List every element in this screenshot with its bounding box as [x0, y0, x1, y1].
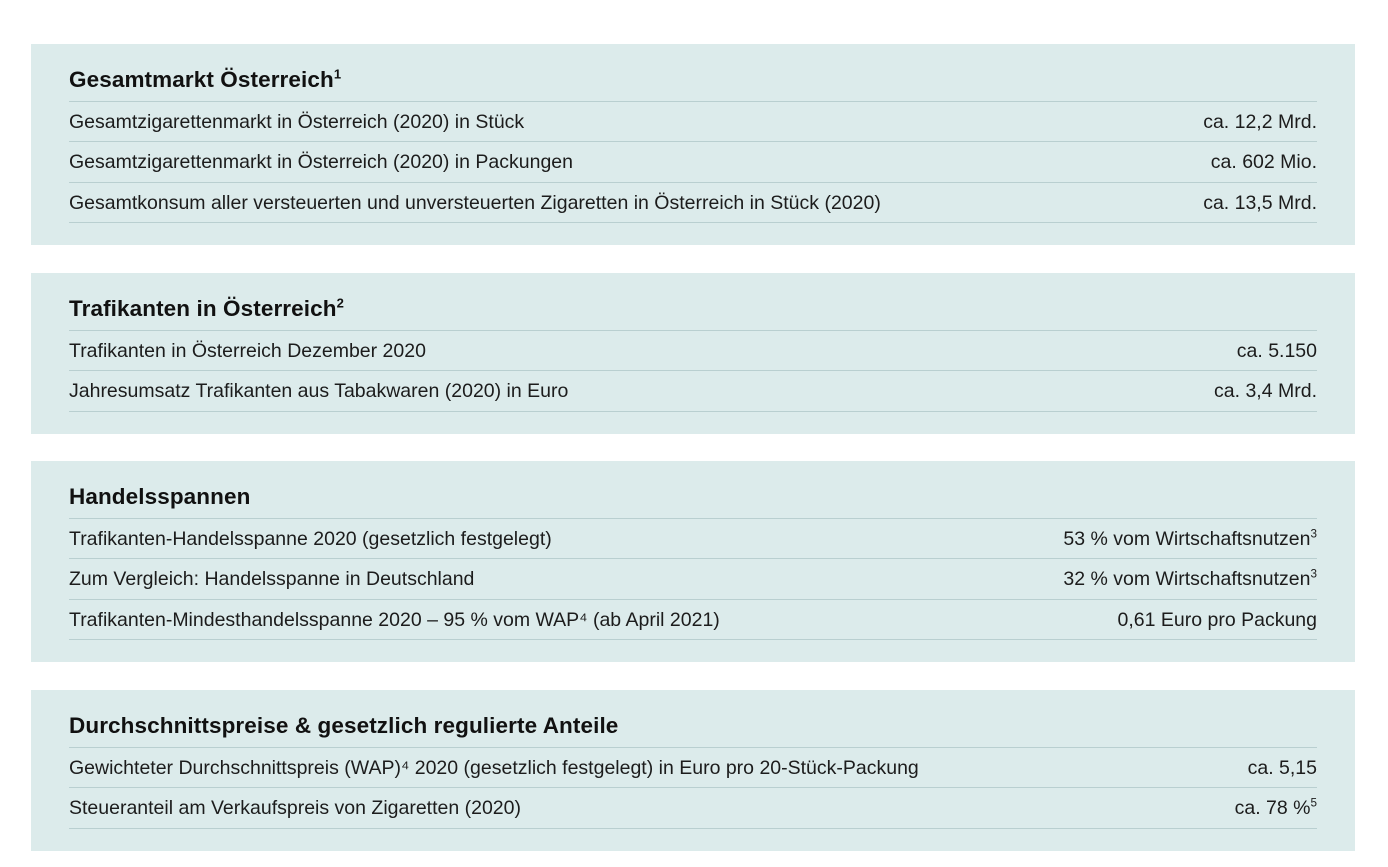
- row-label: Trafikanten-Mindesthandelsspanne 2020 – 95 % vom WAP⁴ (ab April 2021): [69, 608, 720, 631]
- row-value-footnote: 5: [1310, 796, 1317, 810]
- table-row: [69, 370, 1317, 411]
- row-value-text: 0,61 Euro pro Packung: [1117, 608, 1317, 631]
- row-value-text: 53 % vom Wirtschaftsnutzen: [1063, 528, 1311, 550]
- row-label: Gesamtkonsum aller versteuerten und unversteuerten Zigaretten in Österreich in Stück (2020): [69, 191, 881, 214]
- row-value: [1214, 379, 1317, 403]
- card-rows: [69, 101, 1317, 223]
- row-value: [1211, 150, 1317, 174]
- row-value: [1063, 567, 1317, 591]
- row-value-text: ca. 602 Mio.: [1210, 151, 1317, 174]
- row-value-footnote: 3: [1310, 567, 1317, 581]
- row-value-text: ca. 12,2 Mrd.: [1203, 111, 1317, 133]
- card-durchschnittspreise: [31, 690, 1355, 851]
- card-title-text: Gesamtmarkt Österreich: [69, 67, 334, 92]
- row-label: Gesamtzigarettenmarkt in Österreich (2020) in Packungen: [69, 151, 573, 174]
- row-value-footnote: 3: [1310, 527, 1317, 541]
- row-value-text: 32 % vom Wirtschaftsnutzen: [1063, 568, 1311, 591]
- card-title-footnote: 2: [336, 295, 344, 311]
- card-title-footnote: 1: [333, 66, 342, 82]
- row-value: [1237, 339, 1317, 363]
- card-rows: [69, 518, 1317, 640]
- row-label: Gewichteter Durchschnittspreis (WAP)⁴ 2020 (gesetzlich festgelegt) in Euro pro 20-Stück-Packung: [69, 757, 919, 779]
- row-value-text: ca. 78 %: [1234, 797, 1311, 820]
- row-value: [1063, 527, 1317, 551]
- row-label: Trafikanten-Handelsspanne 2020 (gesetzlich festgelegt): [69, 528, 552, 550]
- row-value: [1248, 756, 1317, 780]
- card-rows: [69, 747, 1317, 829]
- row-value-text: ca. 5,15: [1247, 757, 1317, 779]
- card-rows: [69, 330, 1317, 412]
- row-label: Trafikanten in Österreich Dezember 2020: [69, 340, 426, 362]
- table-row: [69, 182, 1317, 223]
- table-row: [69, 330, 1317, 370]
- table-row: [69, 558, 1317, 598]
- row-value: [1203, 191, 1317, 215]
- card-title: [69, 483, 1317, 510]
- row-label: Gesamtzigarettenmarkt in Österreich (2020) in Stück: [69, 111, 525, 133]
- card-title-text: Handelsspannen: [69, 484, 251, 509]
- table-row: [69, 747, 1317, 787]
- row-label: Steueranteil am Verkaufspreis von Zigaretten (2020): [69, 797, 521, 820]
- table-row: [69, 141, 1317, 181]
- card-handelsspannen: [31, 461, 1355, 662]
- card-title: [69, 66, 1317, 93]
- row-value-text: ca. 5.150: [1236, 340, 1317, 362]
- card-trafikanten: [31, 273, 1355, 434]
- row-value-text: ca. 13,5 Mrd.: [1203, 191, 1317, 214]
- table-row: [69, 599, 1317, 640]
- row-label: Jahresumsatz Trafikanten aus Tabakwaren (2020) in Euro: [69, 380, 569, 403]
- row-label: Zum Vergleich: Handelsspanne in Deutschland: [69, 568, 475, 591]
- row-value: [1118, 608, 1317, 632]
- table-row: [69, 787, 1317, 828]
- card-title: [69, 295, 1317, 322]
- row-value: [1235, 796, 1317, 820]
- card-title-text: Trafikanten in Österreich: [69, 296, 337, 321]
- row-value: [1203, 110, 1317, 134]
- card-title: [69, 712, 1317, 739]
- card-title-text: Durchschnittspreise & gesetzlich regulierte Anteile: [69, 713, 619, 738]
- table-row: [69, 101, 1317, 141]
- row-value-text: ca. 3,4 Mrd.: [1214, 380, 1317, 403]
- card-gesamtmarkt: [31, 44, 1355, 245]
- table-row: [69, 518, 1317, 558]
